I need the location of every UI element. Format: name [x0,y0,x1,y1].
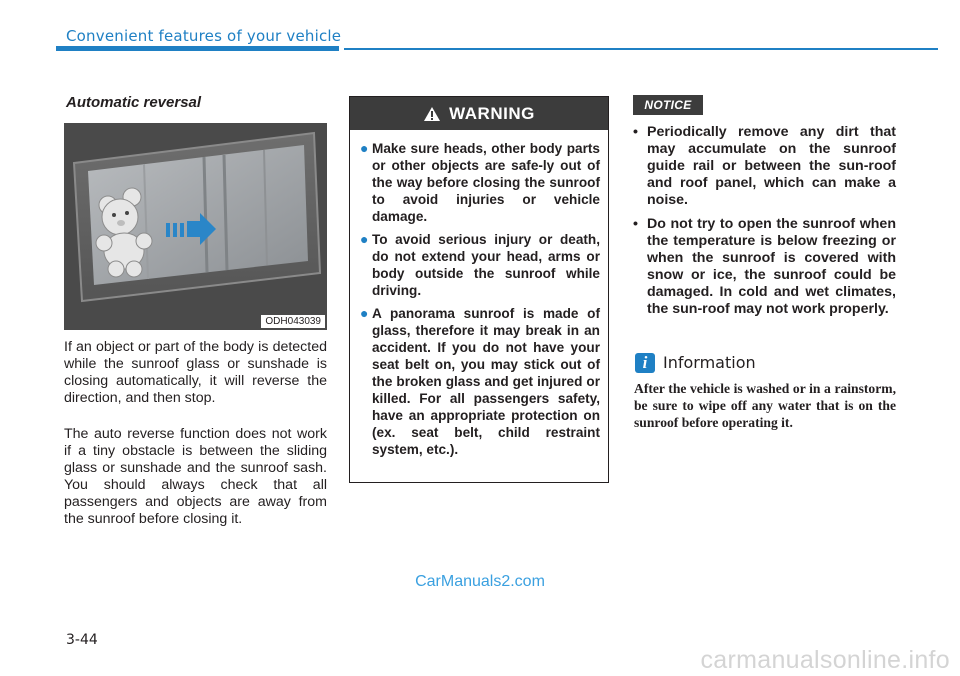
watermark-link[interactable]: CarManuals2.com [415,573,545,590]
header-rule-thick [56,46,339,51]
warning-box [349,96,609,483]
notice-badge: NOTICE [633,95,703,115]
warning-item: ● Make sure heads, other body parts or other objects are safe-ly out of the way before closing the sunroof to avoid injuries or vehicle damage. [360,140,600,224]
bullet-icon: • [633,216,638,232]
warning-list [350,130,608,458]
warning-header [350,97,608,130]
warning-item: ● To avoid serious injury or death, do not extend your head, arms or body outside the sunroof while driving. [360,231,600,298]
warning-triangle-icon [423,106,441,122]
header-rule-thin [344,48,938,50]
notice-item: • Periodically remove any dirt that may accumulate on the sunroof guide rail or between the sun-roof and roof panel, which can make a noise. [633,124,896,208]
information-text: After the vehicle is washed or in a rainstorm, be sure to wipe off any water that is on the sunroof before operating it. [634,381,896,430]
information-title: Information [663,353,756,372]
figure-code-label: ODH043039 [261,315,325,328]
paragraph-reversal-limitation: The auto reverse function does not work if a tiny obstacle is between the sliding glass or sunshade and the sunroof sash. You should always check that all passengers and objects are away from the sunroof before closing it. [64,426,327,527]
watermark-footer: carmanualsonline.info [700,646,950,674]
notice-item: • Do not try to open the sunroof when the temperature is below freezing or when the sunroof is covered with snow or ice, the sunroof could be damaged. In cold and wet climates, the sun-roof may not work properly. [633,216,896,317]
sunroof-illustration-graphic [64,123,327,330]
section-header-title: Convenient features of your vehicle [66,27,342,45]
bullet-icon: ● [360,140,369,156]
information-icon: i [635,353,655,373]
bullet-icon: ● [360,305,369,321]
page-number: 3-44 [66,632,98,648]
paragraph-reversal-description: If an object or part of the body is detected while the sunroof glass or sunshade is closing automatically, it will reverse the direction, and then stop. [64,339,327,406]
sunroof-illustration [64,123,327,330]
automatic-reversal-heading: Automatic reversal [66,94,202,111]
warning-title: WARNING [449,103,535,123]
bullet-icon: • [633,124,638,140]
notice-list [633,124,896,325]
warning-item: ● A panorama sunroof is made of glass, therefore it may break in an accident. If you do not have your seat belt on, you may stick out of the broken glass and get injured or killed. For all passengers safety, have an appropriate protection on (ex. seat belt, child restraint system, etc.). [360,305,600,457]
bullet-icon: ● [360,231,369,247]
